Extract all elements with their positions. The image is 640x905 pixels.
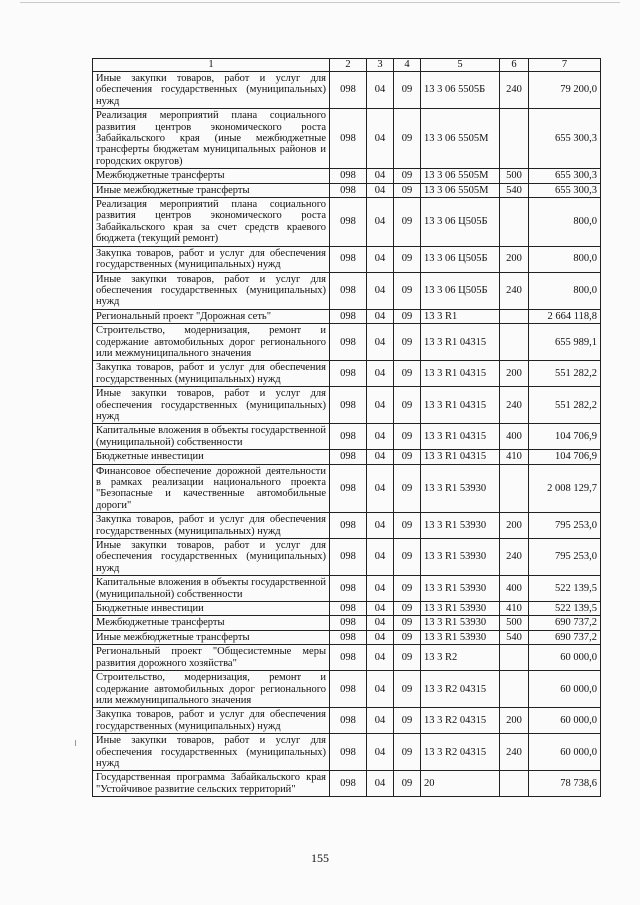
code-subsection-cell: 09 bbox=[394, 539, 421, 576]
amount-cell: 655 989,1 bbox=[529, 324, 601, 361]
row-name-cell: Закупка товаров, работ и услуг для обеспечения государственных (муниципальных) нужд bbox=[93, 708, 330, 734]
code-ministry-cell: 098 bbox=[330, 734, 367, 771]
code-ministry-cell: 098 bbox=[330, 72, 367, 109]
table-row bbox=[93, 361, 601, 387]
code-expense-type-cell bbox=[500, 771, 529, 797]
row-name-cell: Иные межбюджетные трансферты bbox=[93, 183, 330, 197]
table-row bbox=[93, 272, 601, 309]
amount-cell: 60 000,0 bbox=[529, 645, 601, 671]
table-row bbox=[93, 72, 601, 109]
header-row bbox=[93, 59, 601, 72]
amount-cell: 655 300,3 bbox=[529, 183, 601, 197]
code-section-cell: 04 bbox=[367, 424, 394, 450]
row-name-cell: Иные межбюджетные трансферты bbox=[93, 630, 330, 644]
col-header-3: 3 bbox=[367, 59, 394, 72]
code-subsection-cell: 09 bbox=[394, 616, 421, 630]
code-ministry-cell: 098 bbox=[330, 708, 367, 734]
code-ministry-cell: 098 bbox=[330, 450, 367, 464]
amount-cell: 551 282,2 bbox=[529, 387, 601, 424]
amount-cell: 655 300,3 bbox=[529, 169, 601, 183]
code-subsection-cell: 09 bbox=[394, 450, 421, 464]
amount-cell: 800,0 bbox=[529, 246, 601, 272]
row-name-cell: Межбюджетные трансферты bbox=[93, 616, 330, 630]
code-ministry-cell: 098 bbox=[330, 169, 367, 183]
code-target-cell: 13 3 R1 04315 bbox=[421, 324, 500, 361]
table-row bbox=[93, 671, 601, 708]
code-section-cell: 04 bbox=[367, 361, 394, 387]
table-row bbox=[93, 324, 601, 361]
code-ministry-cell: 098 bbox=[330, 246, 367, 272]
code-section-cell: 04 bbox=[367, 183, 394, 197]
code-target-cell: 13 3 06 5505М bbox=[421, 109, 500, 169]
table-row bbox=[93, 645, 601, 671]
table-row bbox=[93, 309, 601, 323]
code-section-cell: 04 bbox=[367, 169, 394, 183]
code-section-cell: 04 bbox=[367, 576, 394, 602]
code-ministry-cell: 098 bbox=[330, 539, 367, 576]
code-section-cell: 04 bbox=[367, 246, 394, 272]
table-row bbox=[93, 387, 601, 424]
code-subsection-cell: 09 bbox=[394, 771, 421, 797]
code-subsection-cell: 09 bbox=[394, 324, 421, 361]
code-ministry-cell: 098 bbox=[330, 361, 367, 387]
code-target-cell: 13 3 06 Ц505Б bbox=[421, 246, 500, 272]
code-section-cell: 04 bbox=[367, 734, 394, 771]
code-ministry-cell: 098 bbox=[330, 198, 367, 247]
code-expense-type-cell bbox=[500, 109, 529, 169]
code-subsection-cell: 09 bbox=[394, 272, 421, 309]
code-target-cell: 13 3 R1 53930 bbox=[421, 576, 500, 602]
code-expense-type-cell: 240 bbox=[500, 272, 529, 309]
code-ministry-cell: 098 bbox=[330, 671, 367, 708]
code-target-cell: 13 3 06 Ц505Б bbox=[421, 272, 500, 309]
amount-cell: 795 253,0 bbox=[529, 539, 601, 576]
code-expense-type-cell: 410 bbox=[500, 450, 529, 464]
code-target-cell: 13 3 R1 04315 bbox=[421, 361, 500, 387]
table-row bbox=[93, 424, 601, 450]
row-name-cell: Государственная программа Забайкальского края "Устойчивое развитие сельских территорий" bbox=[93, 771, 330, 797]
code-target-cell: 13 3 R1 53930 bbox=[421, 602, 500, 616]
code-section-cell: 04 bbox=[367, 272, 394, 309]
code-ministry-cell: 098 bbox=[330, 630, 367, 644]
row-name-cell: Иные закупки товаров, работ и услуг для обеспечения государственных (муниципальных) нужд bbox=[93, 387, 330, 424]
scan-artifact bbox=[75, 740, 76, 746]
scan-top-edge bbox=[20, 2, 620, 3]
code-section-cell: 04 bbox=[367, 645, 394, 671]
code-section-cell: 04 bbox=[367, 539, 394, 576]
code-subsection-cell: 09 bbox=[394, 198, 421, 247]
code-section-cell: 04 bbox=[367, 630, 394, 644]
col-header-6: 6 bbox=[500, 59, 529, 72]
code-subsection-cell: 09 bbox=[394, 309, 421, 323]
amount-cell: 690 737,2 bbox=[529, 616, 601, 630]
row-name-cell: Капитальные вложения в объекты государственной (муниципальной) собственности bbox=[93, 424, 330, 450]
row-name-cell: Межбюджетные трансферты bbox=[93, 169, 330, 183]
code-expense-type-cell: 240 bbox=[500, 734, 529, 771]
code-section-cell: 04 bbox=[367, 771, 394, 797]
code-ministry-cell: 098 bbox=[330, 424, 367, 450]
table-row bbox=[93, 616, 601, 630]
table-row bbox=[93, 169, 601, 183]
code-target-cell: 13 3 06 Ц505Б bbox=[421, 198, 500, 247]
code-section-cell: 04 bbox=[367, 513, 394, 539]
row-name-cell: Региональный проект "Дорожная сеть" bbox=[93, 309, 330, 323]
code-subsection-cell: 09 bbox=[394, 513, 421, 539]
amount-cell: 2 664 118,8 bbox=[529, 309, 601, 323]
amount-cell: 60 000,0 bbox=[529, 734, 601, 771]
amount-cell: 2 008 129,7 bbox=[529, 464, 601, 513]
code-expense-type-cell: 410 bbox=[500, 602, 529, 616]
code-expense-type-cell: 240 bbox=[500, 539, 529, 576]
code-target-cell: 13 3 R1 04315 bbox=[421, 424, 500, 450]
amount-cell: 795 253,0 bbox=[529, 513, 601, 539]
amount-cell: 522 139,5 bbox=[529, 576, 601, 602]
code-target-cell: 13 3 06 5505Б bbox=[421, 72, 500, 109]
amount-cell: 104 706,9 bbox=[529, 450, 601, 464]
table-row bbox=[93, 630, 601, 644]
code-section-cell: 04 bbox=[367, 324, 394, 361]
code-target-cell: 13 3 R1 53930 bbox=[421, 616, 500, 630]
code-ministry-cell: 098 bbox=[330, 771, 367, 797]
code-expense-type-cell bbox=[500, 309, 529, 323]
code-expense-type-cell bbox=[500, 324, 529, 361]
code-expense-type-cell: 200 bbox=[500, 361, 529, 387]
row-name-cell: Финансовое обеспечение дорожной деятельности в рамках реализации национального проекта "Безопасные и качественные автомобильные дороги" bbox=[93, 464, 330, 513]
code-target-cell: 13 3 R1 04315 bbox=[421, 387, 500, 424]
table-row bbox=[93, 734, 601, 771]
code-target-cell: 13 3 06 5505М bbox=[421, 183, 500, 197]
code-subsection-cell: 09 bbox=[394, 72, 421, 109]
col-header-4: 4 bbox=[394, 59, 421, 72]
code-section-cell: 04 bbox=[367, 309, 394, 323]
code-section-cell: 04 bbox=[367, 109, 394, 169]
amount-cell: 551 282,2 bbox=[529, 361, 601, 387]
code-target-cell: 13 3 R2 04315 bbox=[421, 734, 500, 771]
code-expense-type-cell: 240 bbox=[500, 387, 529, 424]
table-body bbox=[93, 72, 601, 797]
page-number: 155 bbox=[311, 851, 329, 865]
code-expense-type-cell: 500 bbox=[500, 616, 529, 630]
code-expense-type-cell bbox=[500, 464, 529, 513]
code-target-cell: 13 3 R2 04315 bbox=[421, 671, 500, 708]
code-section-cell: 04 bbox=[367, 602, 394, 616]
table-row bbox=[93, 576, 601, 602]
table-row bbox=[93, 464, 601, 513]
code-expense-type-cell: 200 bbox=[500, 513, 529, 539]
row-name-cell: Закупка товаров, работ и услуг для обеспечения государственных (муниципальных) нужд bbox=[93, 246, 330, 272]
code-ministry-cell: 098 bbox=[330, 109, 367, 169]
code-subsection-cell: 09 bbox=[394, 464, 421, 513]
code-subsection-cell: 09 bbox=[394, 109, 421, 169]
code-target-cell: 13 3 06 5505М bbox=[421, 169, 500, 183]
row-name-cell: Иные закупки товаров, работ и услуг для обеспечения государственных (муниципальных) нужд bbox=[93, 272, 330, 309]
amount-cell: 78 738,6 bbox=[529, 771, 601, 797]
col-header-1: 1 bbox=[93, 59, 330, 72]
row-name-cell: Бюджетные инвестиции bbox=[93, 602, 330, 616]
code-section-cell: 04 bbox=[367, 616, 394, 630]
amount-cell: 522 139,5 bbox=[529, 602, 601, 616]
code-section-cell: 04 bbox=[367, 387, 394, 424]
code-target-cell: 13 3 R2 04315 bbox=[421, 708, 500, 734]
code-target-cell: 13 3 R1 53930 bbox=[421, 464, 500, 513]
code-expense-type-cell: 500 bbox=[500, 169, 529, 183]
code-subsection-cell: 09 bbox=[394, 671, 421, 708]
code-expense-type-cell: 200 bbox=[500, 246, 529, 272]
code-ministry-cell: 098 bbox=[330, 387, 367, 424]
code-section-cell: 04 bbox=[367, 450, 394, 464]
code-subsection-cell: 09 bbox=[394, 183, 421, 197]
code-subsection-cell: 09 bbox=[394, 630, 421, 644]
code-ministry-cell: 098 bbox=[330, 645, 367, 671]
table-row bbox=[93, 539, 601, 576]
code-subsection-cell: 09 bbox=[394, 361, 421, 387]
code-target-cell: 13 3 R1 bbox=[421, 309, 500, 323]
code-ministry-cell: 098 bbox=[330, 324, 367, 361]
code-subsection-cell: 09 bbox=[394, 708, 421, 734]
code-ministry-cell: 098 bbox=[330, 576, 367, 602]
code-ministry-cell: 098 bbox=[330, 602, 367, 616]
code-subsection-cell: 09 bbox=[394, 424, 421, 450]
amount-cell: 104 706,9 bbox=[529, 424, 601, 450]
code-section-cell: 04 bbox=[367, 708, 394, 734]
code-ministry-cell: 098 bbox=[330, 513, 367, 539]
code-ministry-cell: 098 bbox=[330, 183, 367, 197]
amount-cell: 655 300,3 bbox=[529, 109, 601, 169]
row-name-cell: Иные закупки товаров, работ и услуг для обеспечения государственных (муниципальных) нужд bbox=[93, 539, 330, 576]
code-subsection-cell: 09 bbox=[394, 645, 421, 671]
code-expense-type-cell: 540 bbox=[500, 183, 529, 197]
code-expense-type-cell bbox=[500, 645, 529, 671]
code-subsection-cell: 09 bbox=[394, 387, 421, 424]
table-row bbox=[93, 183, 601, 197]
code-subsection-cell: 09 bbox=[394, 734, 421, 771]
row-name-cell: Строительство, модернизация, ремонт и содержание автомобильных дорог регионального или межмуниципального значения bbox=[93, 324, 330, 361]
code-section-cell: 04 bbox=[367, 464, 394, 513]
col-header-7: 7 bbox=[529, 59, 601, 72]
code-section-cell: 04 bbox=[367, 198, 394, 247]
amount-cell: 60 000,0 bbox=[529, 671, 601, 708]
amount-cell: 800,0 bbox=[529, 198, 601, 247]
code-subsection-cell: 09 bbox=[394, 602, 421, 616]
col-header-5: 5 bbox=[421, 59, 500, 72]
row-name-cell: Строительство, модернизация, ремонт и содержание автомобильных дорог регионального или межмуниципального значения bbox=[93, 671, 330, 708]
code-subsection-cell: 09 bbox=[394, 246, 421, 272]
code-expense-type-cell bbox=[500, 198, 529, 247]
budget-table bbox=[92, 58, 601, 797]
code-target-cell: 13 3 R1 53930 bbox=[421, 513, 500, 539]
code-ministry-cell: 098 bbox=[330, 272, 367, 309]
code-expense-type-cell: 240 bbox=[500, 72, 529, 109]
code-expense-type-cell: 400 bbox=[500, 576, 529, 602]
code-target-cell: 20 bbox=[421, 771, 500, 797]
row-name-cell: Иные закупки товаров, работ и услуг для обеспечения государственных (муниципальных) нужд bbox=[93, 734, 330, 771]
code-expense-type-cell bbox=[500, 671, 529, 708]
code-ministry-cell: 098 bbox=[330, 616, 367, 630]
row-name-cell: Закупка товаров, работ и услуг для обеспечения государственных (муниципальных) нужд bbox=[93, 513, 330, 539]
row-name-cell: Реализация мероприятий плана социального развития центров экономического роста Забайкальского края за счет средств краевого бюджета (текущий ремонт) bbox=[93, 198, 330, 247]
row-name-cell: Бюджетные инвестиции bbox=[93, 450, 330, 464]
table-row bbox=[93, 602, 601, 616]
amount-cell: 690 737,2 bbox=[529, 630, 601, 644]
code-section-cell: 04 bbox=[367, 671, 394, 708]
table-row bbox=[93, 246, 601, 272]
table-row bbox=[93, 450, 601, 464]
code-expense-type-cell: 540 bbox=[500, 630, 529, 644]
table-row bbox=[93, 708, 601, 734]
row-name-cell: Реализация мероприятий плана социального развития центров экономического роста Забайкальского края (иные межбюджетные трансферты бюджетам муниципальных районов и городских округов) bbox=[93, 109, 330, 169]
table-row bbox=[93, 109, 601, 169]
code-expense-type-cell: 400 bbox=[500, 424, 529, 450]
code-target-cell: 13 3 R2 bbox=[421, 645, 500, 671]
table-row bbox=[93, 771, 601, 797]
code-subsection-cell: 09 bbox=[394, 576, 421, 602]
row-name-cell: Региональный проект "Общесистемные меры развития дорожного хозяйства" bbox=[93, 645, 330, 671]
table-row bbox=[93, 513, 601, 539]
row-name-cell: Капитальные вложения в объекты государственной (муниципальной) собственности bbox=[93, 576, 330, 602]
col-header-2: 2 bbox=[330, 59, 367, 72]
document-page bbox=[92, 58, 600, 797]
code-expense-type-cell: 200 bbox=[500, 708, 529, 734]
code-target-cell: 13 3 R1 53930 bbox=[421, 539, 500, 576]
code-target-cell: 13 3 R1 53930 bbox=[421, 630, 500, 644]
code-subsection-cell: 09 bbox=[394, 169, 421, 183]
row-name-cell: Закупка товаров, работ и услуг для обеспечения государственных (муниципальных) нужд bbox=[93, 361, 330, 387]
code-section-cell: 04 bbox=[367, 72, 394, 109]
code-ministry-cell: 098 bbox=[330, 464, 367, 513]
code-target-cell: 13 3 R1 04315 bbox=[421, 450, 500, 464]
code-ministry-cell: 098 bbox=[330, 309, 367, 323]
amount-cell: 800,0 bbox=[529, 272, 601, 309]
amount-cell: 60 000,0 bbox=[529, 708, 601, 734]
table-row bbox=[93, 198, 601, 247]
amount-cell: 79 200,0 bbox=[529, 72, 601, 109]
row-name-cell: Иные закупки товаров, работ и услуг для обеспечения государственных (муниципальных) нужд bbox=[93, 72, 330, 109]
